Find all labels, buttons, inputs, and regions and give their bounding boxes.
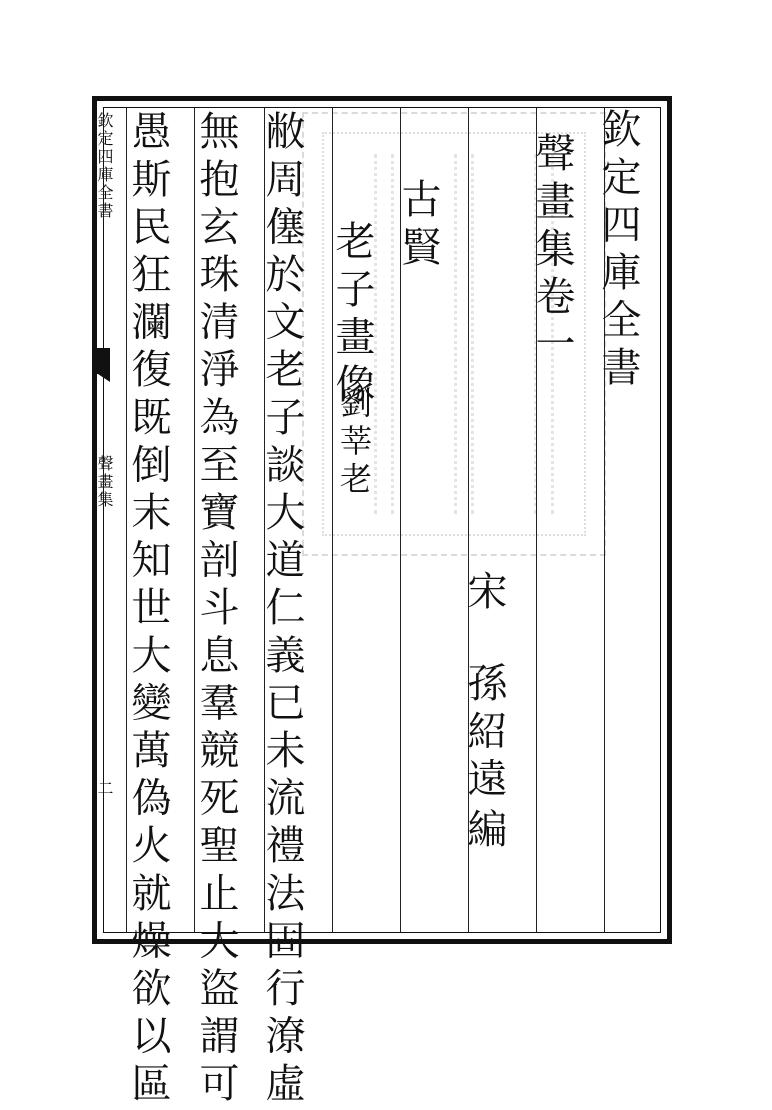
column-grid [103,107,661,933]
author-name: 孫紹遠 [461,662,507,805]
margin-book-title: 聲畫集 [95,455,114,509]
poem-line: 無抱玄珠清淨為至寶剖斗息羣競死聖止大盜謂可 [193,110,239,1110]
poem-line: 敝周僿於文老子談大道仁義已未流禮法固行潦虛 [259,110,305,1110]
poet-name: 劉莘老 [335,386,373,500]
collection-title: 欽定四庫全書 [595,108,641,394]
volume-title: 聲畫集卷一 [529,132,575,370]
dynasty: 宋 [461,570,507,618]
page-frame [92,96,672,944]
section-heading: 古賢 [395,178,441,274]
page-number: 二 [95,780,114,798]
poem-line: 愚斯民狂瀾復既倒末知世大變萬偽火就燥欲以區 [125,110,171,1110]
poem-title: 老子畫像 [329,220,375,411]
margin-title: 欽定四庫全書 [95,112,114,220]
author-role: 編 [461,808,507,856]
